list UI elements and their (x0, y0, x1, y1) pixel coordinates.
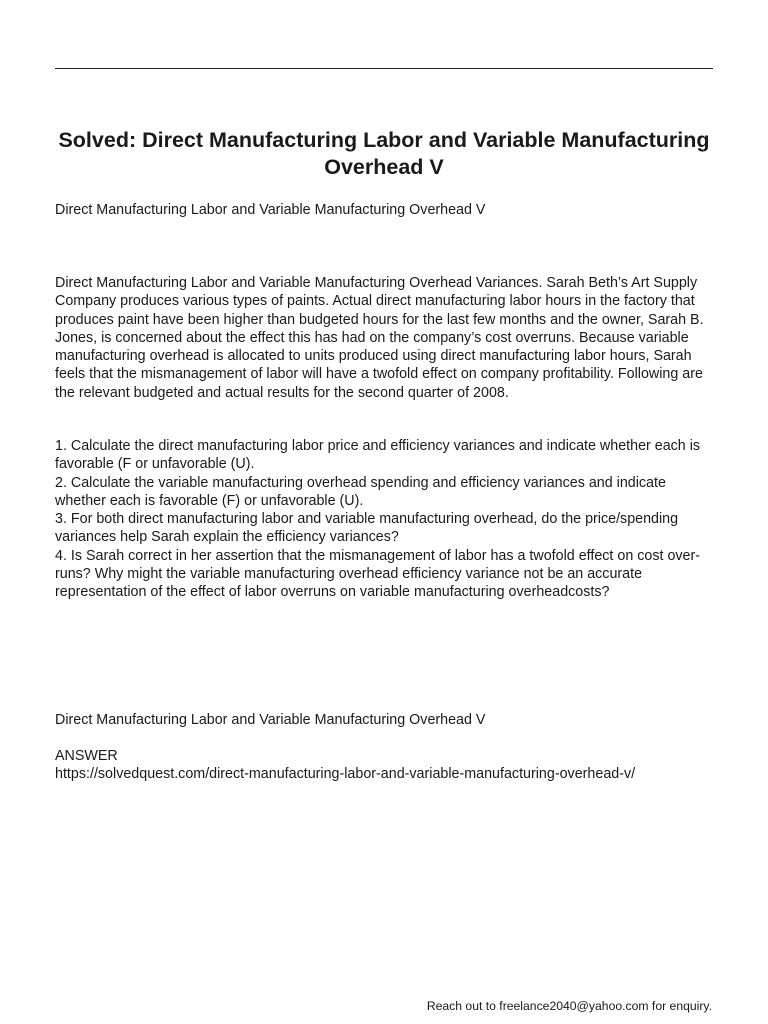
question-3: 3. For both direct manufacturing labor and variable manufacturing overhead, do the price/spending variances help Sarah explain the efficiency variances? (55, 511, 679, 546)
question-1: 1. Calculate the direct manufacturing labor price and efficiency variances and indicate whether each is favorable (F or unfavorable (U). (55, 438, 701, 473)
question-4: 4. Is Sarah correct in her assertion that the mismanagement of labor has a twofold effect on cost over- runs? Why might the variable manufacturing overhead efficiency variance not be an accurate representation of the effect of labor overruns on variable manufacturing overheadcosts? (55, 547, 701, 601)
question-2: 2. Calculate the variable manufacturing overhead spending and efficiency variances and indicate whether each is favorable (F) or unfavorable (U). (55, 474, 666, 509)
answer-link[interactable]: https://solvedquest.com/direct-manufacturing-labor-and-variable-manufacturing-overhead-v/ (55, 766, 636, 782)
question-list (55, 437, 720, 602)
document-subtitle: Direct Manufacturing Labor and Variable Manufacturing Overhead V (55, 202, 486, 218)
top-divider (55, 68, 713, 69)
repeat-subtitle: Direct Manufacturing Labor and Variable Manufacturing Overhead V (55, 712, 486, 728)
problem-statement: Direct Manufacturing Labor and Variable Manufacturing Overhead Variances. Sarah Beth’s Art Supply Company produces various types of paints. Actual direct manufacturing labor hours in the factory that produces paint have been higher than budgeted hours for the last few months and the owner, Sarah B. Jones, is concerned about the effect this has had on the company’s cost overruns. Because variable manufacturing overhead is allocated to units produced using direct manufacturing labor hours, Sarah feels that the mismanagement of labor will have a twofold effect on company profitability. Following are the relevant budgeted and actual results for the second quarter of 2008. (55, 275, 704, 401)
page-title: Solved: Direct Manufacturing Labor and Variable Manufacturing Overhead V (58, 128, 710, 179)
footer-contact: Reach out to freelance2040@yahoo.com for enquiry. (426, 999, 712, 1013)
answer-label: ANSWER (55, 748, 118, 764)
